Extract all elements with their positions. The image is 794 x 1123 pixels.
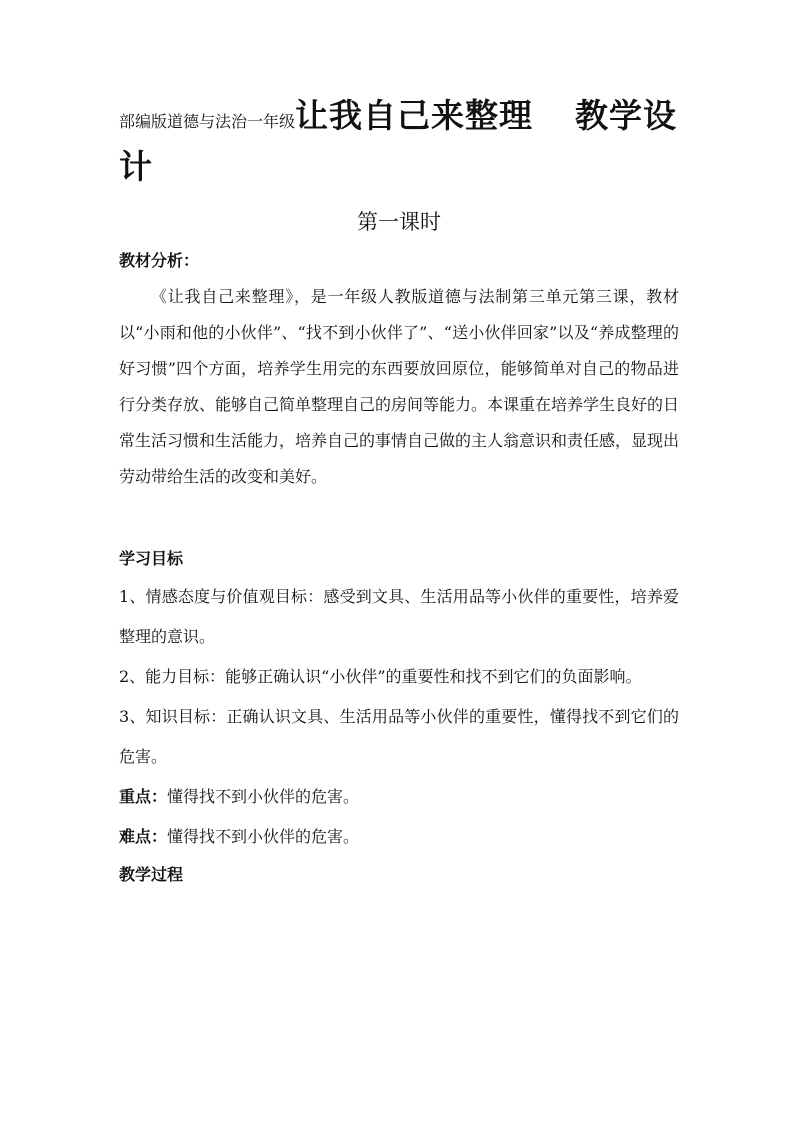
key-point-label: 重点：: [119, 787, 168, 806]
lesson-subtitle: 第一课时: [357, 210, 441, 234]
difficult-point: [119, 817, 679, 857]
objectives-heading: 学习目标: [119, 549, 184, 568]
difficult-point-text: 懂得找不到小伙伴的危害。: [167, 827, 360, 846]
section-spacer: [119, 495, 679, 547]
objectives-list: [119, 577, 679, 777]
key-point-text: 懂得找不到小伙伴的危害。: [167, 787, 360, 806]
title-suffix: 教学设计: [119, 96, 678, 186]
objective-item: 2、能力目标：能够正确认识“小伙伴”的重要性和找不到它们的负面影响。: [119, 667, 642, 686]
difficult-point-label: 难点：: [119, 827, 168, 846]
key-point: [119, 777, 679, 817]
document-body: [119, 93, 679, 887]
process-heading: 教学过程: [119, 865, 184, 884]
analysis-heading: 教材分析：: [119, 251, 200, 270]
title-series: 部编版道德与法治一年级: [119, 112, 296, 131]
objective-item: 1、情感态度与价值观目标：感受到文具、生活用品等小伙伴的重要性，培养爱整理的意识。: [119, 587, 679, 646]
document-title: [119, 93, 679, 189]
analysis-paragraph: 《让我自己来整理》，是一年级人教版道德与法制第三单元第三课，教材以“小雨和他的小伙伴”、“找不到小伙伴了”、“送小伙伴回家”以及“养成整理的好习惯”四个方面，培养学生用完的东西要放回原位，能够简单对自己的物品进行分类存放、能够自己简单整理自己的房间等能力。本课重在培养学生良好的日常生活习惯和生活能力，培养自己的事情自己做的主人翁意识和责任感，显现出劳动带给生活的改变和美好。: [119, 287, 680, 486]
title-main: 让我自己来整理: [295, 96, 534, 135]
objective-item: 3、知识目标：正确认识文具、生活用品等小伙伴的重要性，懂得找不到它们的危害。: [119, 707, 679, 766]
